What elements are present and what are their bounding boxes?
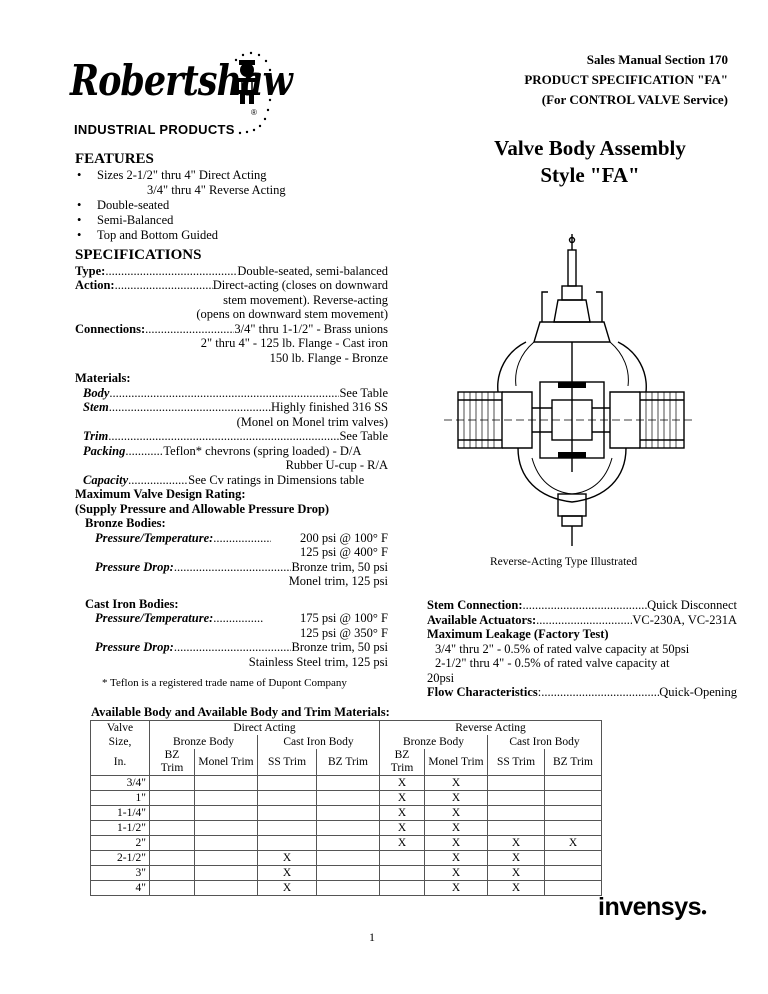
materials-list: Body ..... See Table Stem ..... Highly finished 316 SS (Monel on Monel trim valves) Trim ..... See Table Packing ..... Teflon* chevrons (spring loaded) - D/A Rubber U-cup - R/A Capacity ..... See Cv ratings in Dimensions table	[75, 386, 388, 488]
feature-item: • Sizes 2-1/2" thru 4" Direct Acting 3/4" thru 4" Reverse Acting	[75, 168, 405, 198]
document-header	[428, 50, 728, 110]
table-cell	[317, 851, 380, 866]
spec-connections: Connections: ..... 3/4" thru 1-1/2" - Brass unions	[75, 322, 388, 337]
table-cell	[380, 866, 425, 881]
logo-subtitle: INDUSTRIAL PRODUCTS	[74, 122, 235, 137]
table-cell: X	[258, 851, 317, 866]
table-cell	[317, 806, 380, 821]
table-cell	[545, 881, 602, 896]
feature-item: • Top and Bottom Guided	[75, 228, 405, 243]
table-cell	[317, 866, 380, 881]
table-cell	[150, 821, 195, 836]
table-header-row: In. BZ Trim Monel Trim SS Trim BZ Trim BZ Trim Monel Trim SS Trim BZ Trim	[91, 749, 602, 776]
table-row	[91, 821, 602, 836]
table-row	[91, 791, 602, 806]
table-cell	[258, 791, 317, 806]
table-cell	[258, 836, 317, 851]
table-cell: X	[258, 866, 317, 881]
size-cell: 3"	[91, 866, 150, 881]
title-line-2: Style "FA"	[540, 163, 640, 187]
table-cell	[195, 791, 258, 806]
table-cell: X	[425, 881, 488, 896]
table-row	[91, 851, 602, 866]
direct-acting-header: Direct Acting	[150, 721, 380, 736]
size-cell: 4"	[91, 881, 150, 896]
table-cell	[150, 836, 195, 851]
right-specs: Stem Connection: ..... Quick Disconnect Available Actuators: ..... VC-230A, VC-231A Maximum Leakage (Factory Test) 3/4" thru 2" - 0.5% of rated valve capacity at 50psi 2-1/2" thru 4" - 0.5% of rated valve capacity at 20psi Flow Characteristics : ..... Quick-Opening	[427, 598, 737, 700]
table-caption: Available Body and Available Body and Trim Materials:	[91, 705, 390, 719]
table-cell	[150, 851, 195, 866]
size-cell: 3/4"	[91, 776, 150, 791]
table-cell	[488, 806, 545, 821]
page-title	[450, 135, 730, 189]
table-cell: X	[425, 851, 488, 866]
table-cell	[488, 791, 545, 806]
table-cell	[545, 806, 602, 821]
table-row	[91, 881, 602, 896]
table-cell	[150, 806, 195, 821]
table-cell	[258, 776, 317, 791]
table-cell	[317, 836, 380, 851]
section-label: Sales Manual Section 170	[586, 52, 728, 67]
title-line-1: Valve Body Assembly	[494, 136, 686, 160]
table-cell	[545, 851, 602, 866]
valve-cross-section-illustration	[440, 232, 700, 552]
table-cell: X	[425, 821, 488, 836]
table-cell: X	[488, 866, 545, 881]
table-cell: X	[545, 836, 602, 851]
table-cell: X	[488, 851, 545, 866]
table-cell	[380, 851, 425, 866]
illustration-caption: Reverse-Acting Type Illustrated	[490, 556, 638, 568]
table-cell	[317, 881, 380, 896]
size-cell: 2"	[91, 836, 150, 851]
specifications-section: SPECIFICATIONS Type: ..... Double-seated, semi-balanced Action: ..... Direct-acting (closes on downward stem movement). Reverse-acting (opens on downward stem movement) Connections: ..... 3/4" thru 1-1/2" - Brass unions 2" thru 4" - 125 lb. Flange - Cast iron 150 lb. Flange - Bronze Materials: Body ..... See Table Stem ..... Highly finished 316 SS (Monel on Monel trim valves) Trim ..... See Table Packing ..... Teflon* chevrons (spring loaded) - D/A Rubber U-cup - R/A Capacity ..... See Cv ratings in Dimensions table	[75, 248, 388, 487]
table-cell	[488, 776, 545, 791]
table-cell	[380, 881, 425, 896]
reverse-acting-header: Reverse Acting	[380, 721, 602, 736]
table-row	[91, 776, 602, 791]
size-cell: 1-1/4"	[91, 806, 150, 821]
feature-item: • Semi-Balanced	[75, 213, 405, 228]
table-cell: X	[488, 836, 545, 851]
table-cell: X	[258, 881, 317, 896]
table-header-row: Size, Bronze Body Cast Iron Body Bronze Body Cast Iron Body	[91, 735, 602, 749]
table-cell	[195, 866, 258, 881]
table-cell	[545, 866, 602, 881]
rating-section: Maximum Valve Design Rating: (Supply Pressure and Allowable Pressure Drop) Bronze Bodies: Pressure/Temperature: ..... 200 psi @ 100° F 125 psi @ 400° F Pressure Drop: ..... Bronze trim, 50 psi Monel trim, 125 psi Cast Iron Bodies: Pressure/Temperature: ..... 175 psi @ 100° F 125 psi @ 350° F Pressure Drop: ..... Bronze trim, 50 psi Stainless Steel trim, 125 psi * Teflon is a registered trade name of Dupont Company	[75, 487, 388, 691]
size-cell: 2-1/2"	[91, 851, 150, 866]
service-label: (For CONTROL VALVE Service)	[541, 92, 728, 107]
table-cell	[150, 881, 195, 896]
feature-item: • Double-seated	[75, 198, 405, 213]
table-cell	[488, 821, 545, 836]
size-cell: 1"	[91, 791, 150, 806]
features-section	[75, 151, 405, 243]
table-cell	[150, 776, 195, 791]
table-cell: X	[380, 821, 425, 836]
table-row	[91, 866, 602, 881]
table-cell: X	[425, 866, 488, 881]
size-cell: 1-1/2"	[91, 821, 150, 836]
registered-mark: ®	[251, 108, 257, 117]
table-cell	[150, 791, 195, 806]
logo-wordmark: Robertshaw	[70, 56, 292, 106]
footnote: * Teflon is a registered trade name of Dupont Company	[102, 677, 347, 689]
table-row	[91, 836, 602, 851]
spec-action: Action: ..... Direct-acting (closes on downward	[75, 278, 388, 293]
table-cell: X	[425, 836, 488, 851]
table-cell: X	[380, 776, 425, 791]
table-cell	[195, 821, 258, 836]
invensys-logo: invensys●	[598, 893, 707, 921]
table-cell	[545, 821, 602, 836]
table-cell	[195, 806, 258, 821]
table-row	[91, 806, 602, 821]
table-cell	[150, 866, 195, 881]
table-cell: X	[425, 806, 488, 821]
table-cell	[258, 806, 317, 821]
table-cell: X	[380, 836, 425, 851]
table-cell	[258, 821, 317, 836]
specifications-heading: SPECIFICATIONS	[75, 247, 202, 263]
table-cell: X	[488, 881, 545, 896]
table-cell	[317, 791, 380, 806]
table-cell	[195, 851, 258, 866]
materials-label: Materials:	[75, 371, 131, 385]
table-cell	[317, 821, 380, 836]
table-cell	[195, 881, 258, 896]
table-header-row: Valve Direct Acting Reverse Acting	[91, 721, 602, 736]
table-cell: X	[380, 791, 425, 806]
table-cell	[317, 776, 380, 791]
features-heading: FEATURES	[75, 151, 154, 167]
table-cell: X	[425, 776, 488, 791]
table-cell	[195, 776, 258, 791]
page-number: 1	[369, 930, 375, 944]
materials-table	[90, 720, 602, 896]
table-cell	[195, 836, 258, 851]
features-list	[75, 168, 405, 243]
spec-type: Type: ..... Double-seated, semi-balanced	[75, 264, 388, 279]
spec-label: PRODUCT SPECIFICATION "FA"	[524, 72, 728, 87]
table-cell: X	[425, 791, 488, 806]
table-cell	[545, 791, 602, 806]
table-cell	[545, 776, 602, 791]
table-cell: X	[380, 806, 425, 821]
